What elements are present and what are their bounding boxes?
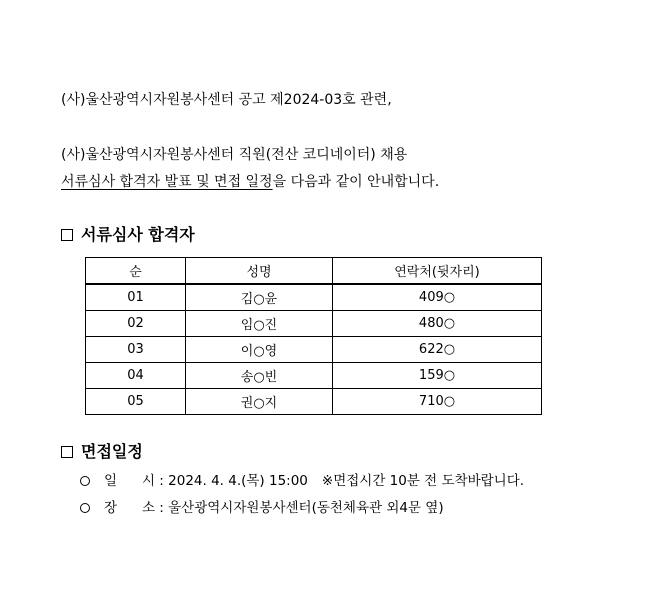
cell-order: 02 xyxy=(86,311,186,337)
intro-line-1: (사)울산광역시자원봉사센터 공고 제2024-03호 관련, xyxy=(61,92,392,108)
circle-bullet-icon xyxy=(80,503,90,513)
header-order: 순 xyxy=(86,258,186,285)
cell-name: 송○빈 xyxy=(186,363,333,389)
table-row xyxy=(86,311,542,337)
key-part: 일 xyxy=(104,473,118,489)
cell-contact: 409○ xyxy=(333,284,542,311)
interview-title: 면접일정 xyxy=(81,442,143,461)
cell-order: 01 xyxy=(86,284,186,311)
intro-line-3 xyxy=(61,173,439,191)
schedule-place-row xyxy=(80,499,444,517)
arrival-note: ※면접시간 10분 전 도착바랍니다. xyxy=(321,473,525,489)
table-row xyxy=(86,389,542,415)
table-row xyxy=(86,284,542,311)
square-bullet-icon xyxy=(61,229,73,241)
results-table xyxy=(85,257,542,415)
schedule-time-value: : 2024. 4. 4.(목) 15:00 xyxy=(159,473,308,489)
results-title: 서류심사 합격자 xyxy=(81,225,195,244)
table-header-row xyxy=(86,258,542,285)
schedule-time-row xyxy=(80,472,524,490)
results-heading xyxy=(61,225,195,245)
cell-name: 권○지 xyxy=(186,389,333,415)
circle-bullet-icon xyxy=(80,476,90,486)
cell-contact: 480○ xyxy=(333,311,542,337)
cell-order: 04 xyxy=(86,363,186,389)
intro-underlined-text: 서류심사 합격자 발표 및 면접 일정 xyxy=(61,174,273,190)
cell-contact: 159○ xyxy=(333,363,542,389)
schedule-place-key xyxy=(104,499,155,517)
intro-line-2: (사)울산광역시자원봉사센터 직원(전산 코디네이터) 채용 xyxy=(61,147,408,163)
interview-heading xyxy=(61,442,143,462)
cell-order: 05 xyxy=(86,389,186,415)
cell-contact: 622○ xyxy=(333,337,542,363)
square-bullet-icon xyxy=(61,446,73,458)
cell-contact: 710○ xyxy=(333,389,542,415)
intro-rest-text: 을 다음과 같이 안내합니다. xyxy=(272,174,440,190)
header-name: 성명 xyxy=(186,258,333,285)
schedule-time-key xyxy=(104,472,155,490)
key-part: 시 xyxy=(142,473,156,489)
header-contact: 연락처(뒷자리) xyxy=(333,258,542,285)
cell-name: 이○영 xyxy=(186,337,333,363)
cell-name: 김○윤 xyxy=(186,284,333,311)
key-part: 장 xyxy=(104,500,118,516)
key-part: 소 xyxy=(142,500,156,516)
cell-order: 03 xyxy=(86,337,186,363)
cell-name: 임○진 xyxy=(186,311,333,337)
schedule-place-value: : 울산광역시자원봉사센터(동천체육관 외4문 옆) xyxy=(159,500,444,516)
table-row xyxy=(86,337,542,363)
table-row xyxy=(86,363,542,389)
